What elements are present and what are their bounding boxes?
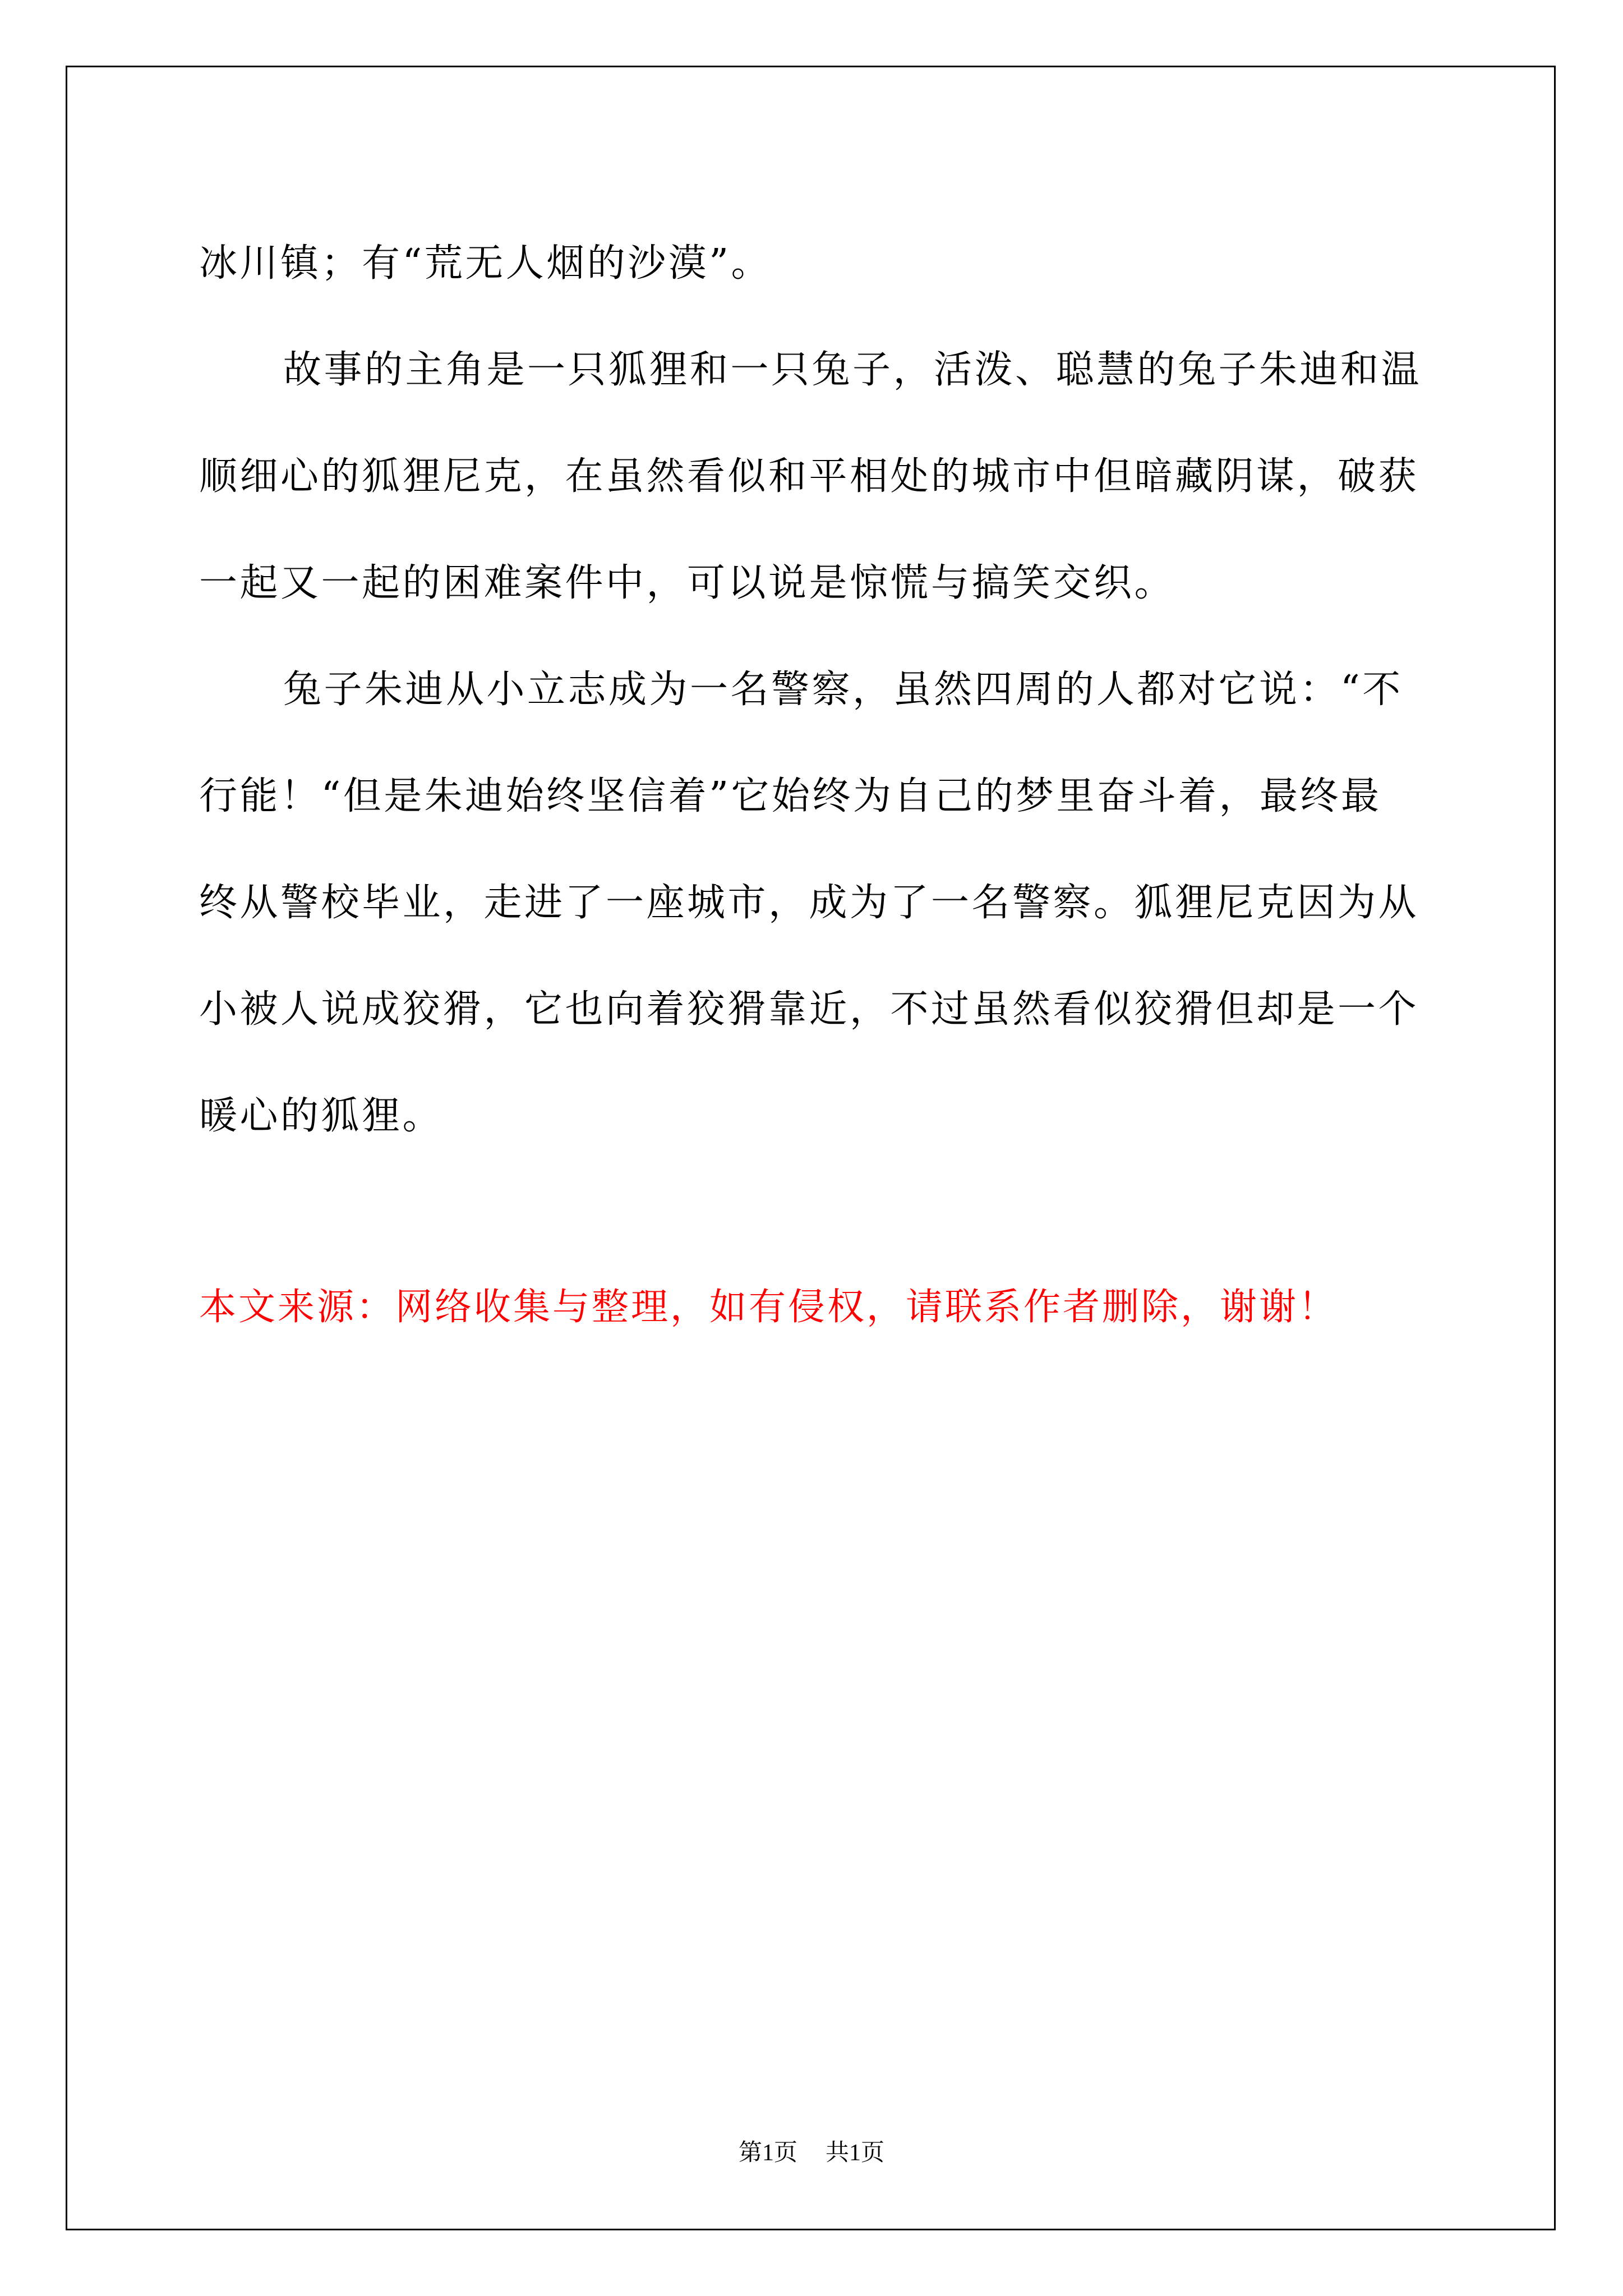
paragraph-line: 一起又一起的困难案件中，可以说是惊慌与搞笑交织。 xyxy=(199,561,1175,605)
paragraph-1 xyxy=(199,210,1433,317)
paragraph-line: 暖心的狐狸。 xyxy=(199,1094,444,1138)
page-footer xyxy=(0,2136,1623,2170)
paragraph-3 xyxy=(199,637,1433,1170)
paragraph-line: 故事的主角是一只狐狸和一只兔子，活泼、聪慧的兔子朱迪和温 xyxy=(283,348,1422,392)
paragraph-line: 顺细心的狐狸尼克，在虽然看似和平相处的城市中但暗藏阴谋，破获 xyxy=(199,454,1419,499)
paragraph-line: 冰川镇；有“荒无人烟的沙漠”。 xyxy=(199,241,772,286)
paragraph-2 xyxy=(199,317,1433,637)
source-note: 本文来源：网络收集与整理，如有侵权，请联系作者删除，谢谢！ xyxy=(199,1285,1338,1328)
page-total: 共1页 xyxy=(826,2140,885,2166)
document-body xyxy=(199,210,1433,1170)
paragraph-line: 终从警校毕业，走进了一座城市，成为了一名警察。狐狸尼克因为从 xyxy=(199,881,1419,925)
page-number: 第1页 xyxy=(738,2140,797,2166)
paragraph-line: 兔子朱迪从小立志成为一名警察，虽然四周的人都对它说：“不 xyxy=(283,668,1403,712)
paragraph-line: 行能！“但是朱迪始终坚信着”它始终为自己的梦里奋斗着，最终最 xyxy=(199,774,1382,818)
paragraph-line: 小被人说成狡猾，它也向着狡猾靠近，不过虽然看似狡猾但却是一个 xyxy=(199,987,1419,1032)
